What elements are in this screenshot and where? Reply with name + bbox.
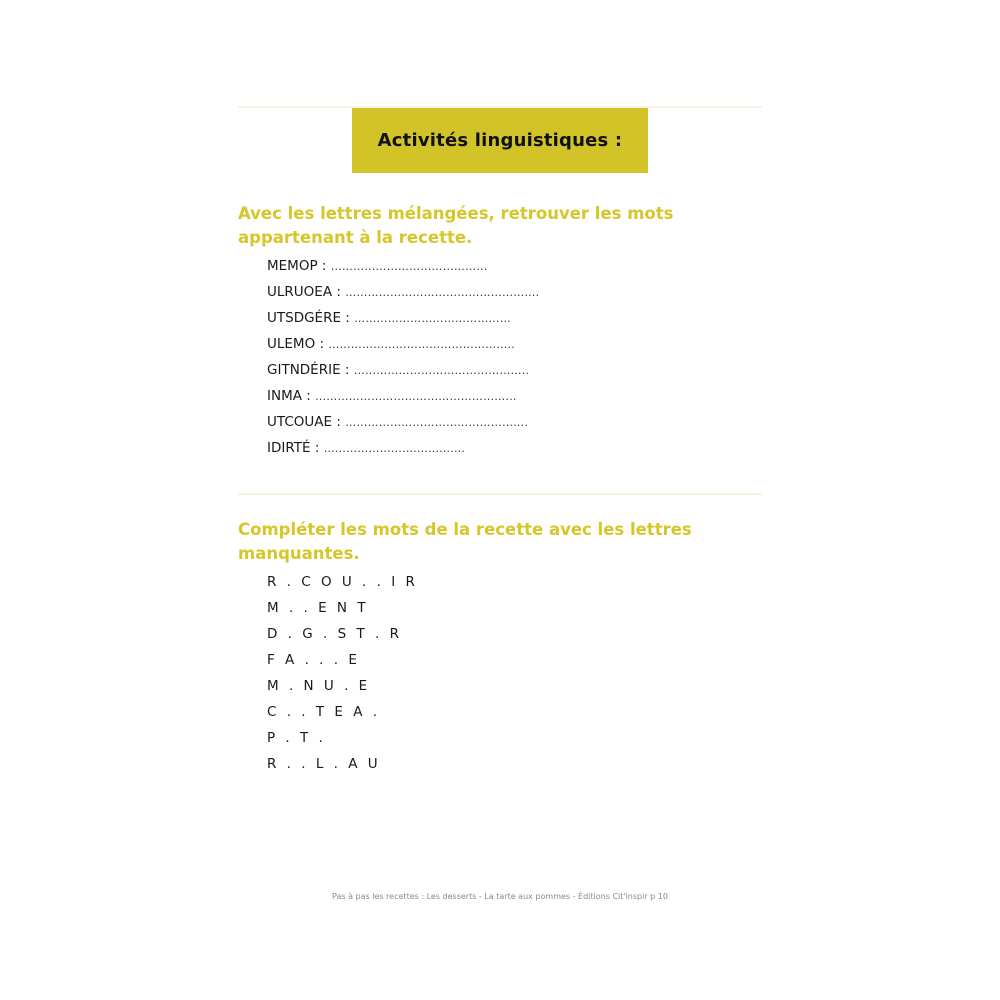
missing-letters-word: C . . T E A . xyxy=(267,704,381,720)
section-divider xyxy=(238,493,762,495)
missing-letters-word: R . . L . A U xyxy=(267,756,381,772)
answer-blank: ……………………………………………... xyxy=(315,390,517,403)
scrambled-word: IDIRTÉ xyxy=(267,440,311,456)
scrambled-word-item: MEMOP : …………………………………… xyxy=(267,258,488,274)
answer-blank: …………………….............. xyxy=(323,442,466,455)
answer-blank: …………………………………………. xyxy=(345,416,529,429)
missing-letters-word: D . G . S T . R xyxy=(267,626,402,642)
scrambled-word-item: GITNDÉRIE : ……………………………………….. xyxy=(267,362,530,378)
page-footer: Pas à pas les recettes : Les desserts - La tarte aux pommes - Éditions Cit'inspir p 10 xyxy=(332,892,668,901)
page-title: Activités linguistiques : xyxy=(377,130,623,151)
scrambled-word: UTSDGÉRE xyxy=(267,310,341,326)
scrambled-word: INMA xyxy=(267,388,302,404)
title-banner xyxy=(352,108,648,173)
scrambled-word-item: ULRUOEA : ……………………………………………. xyxy=(267,284,540,300)
answer-blank: ……………………………………………. xyxy=(345,286,540,299)
scrambled-word: ULRUOEA xyxy=(267,284,333,300)
scrambled-word-item: INMA : ……………………………………………... xyxy=(267,388,517,404)
scrambled-word-item: UTSDGÉRE : …………………………………… xyxy=(267,310,511,326)
missing-letters-word: F A . . . E xyxy=(267,652,360,668)
scrambled-word-item: IDIRTÉ : …………………….............. xyxy=(267,440,466,456)
scrambled-word: GITNDÉRIE xyxy=(267,362,341,378)
missing-letters-word: R . C O U . . I R xyxy=(267,574,418,590)
scrambled-word: MEMOP xyxy=(267,258,318,274)
section-1-heading: Avec les lettres mélangées, retrouver les mots appartenant à la recette. xyxy=(238,204,674,247)
missing-letters-list xyxy=(267,571,418,779)
scrambled-words-list xyxy=(267,255,539,463)
missing-letters-word: M . . E N T xyxy=(267,600,369,616)
answer-blank: ……………………………………….. xyxy=(353,364,530,377)
answer-blank: …………………………………… xyxy=(354,312,511,325)
answer-blank: ………………………………………….. xyxy=(328,338,515,351)
scrambled-word: UTCOUAE xyxy=(267,414,333,430)
missing-letters-word: M . N U . E xyxy=(267,678,371,694)
scrambled-word-item: UTCOUAE : …………………………………………. xyxy=(267,414,529,430)
scrambled-word-item: ULEMO : ………………………………………….. xyxy=(267,336,515,352)
scrambled-word: ULEMO xyxy=(267,336,316,352)
answer-blank: …………………………………… xyxy=(330,260,488,273)
missing-letters-word: P . T . xyxy=(267,730,326,746)
section-2-heading: Compléter les mots de la recette avec les lettres manquantes. xyxy=(238,520,692,563)
